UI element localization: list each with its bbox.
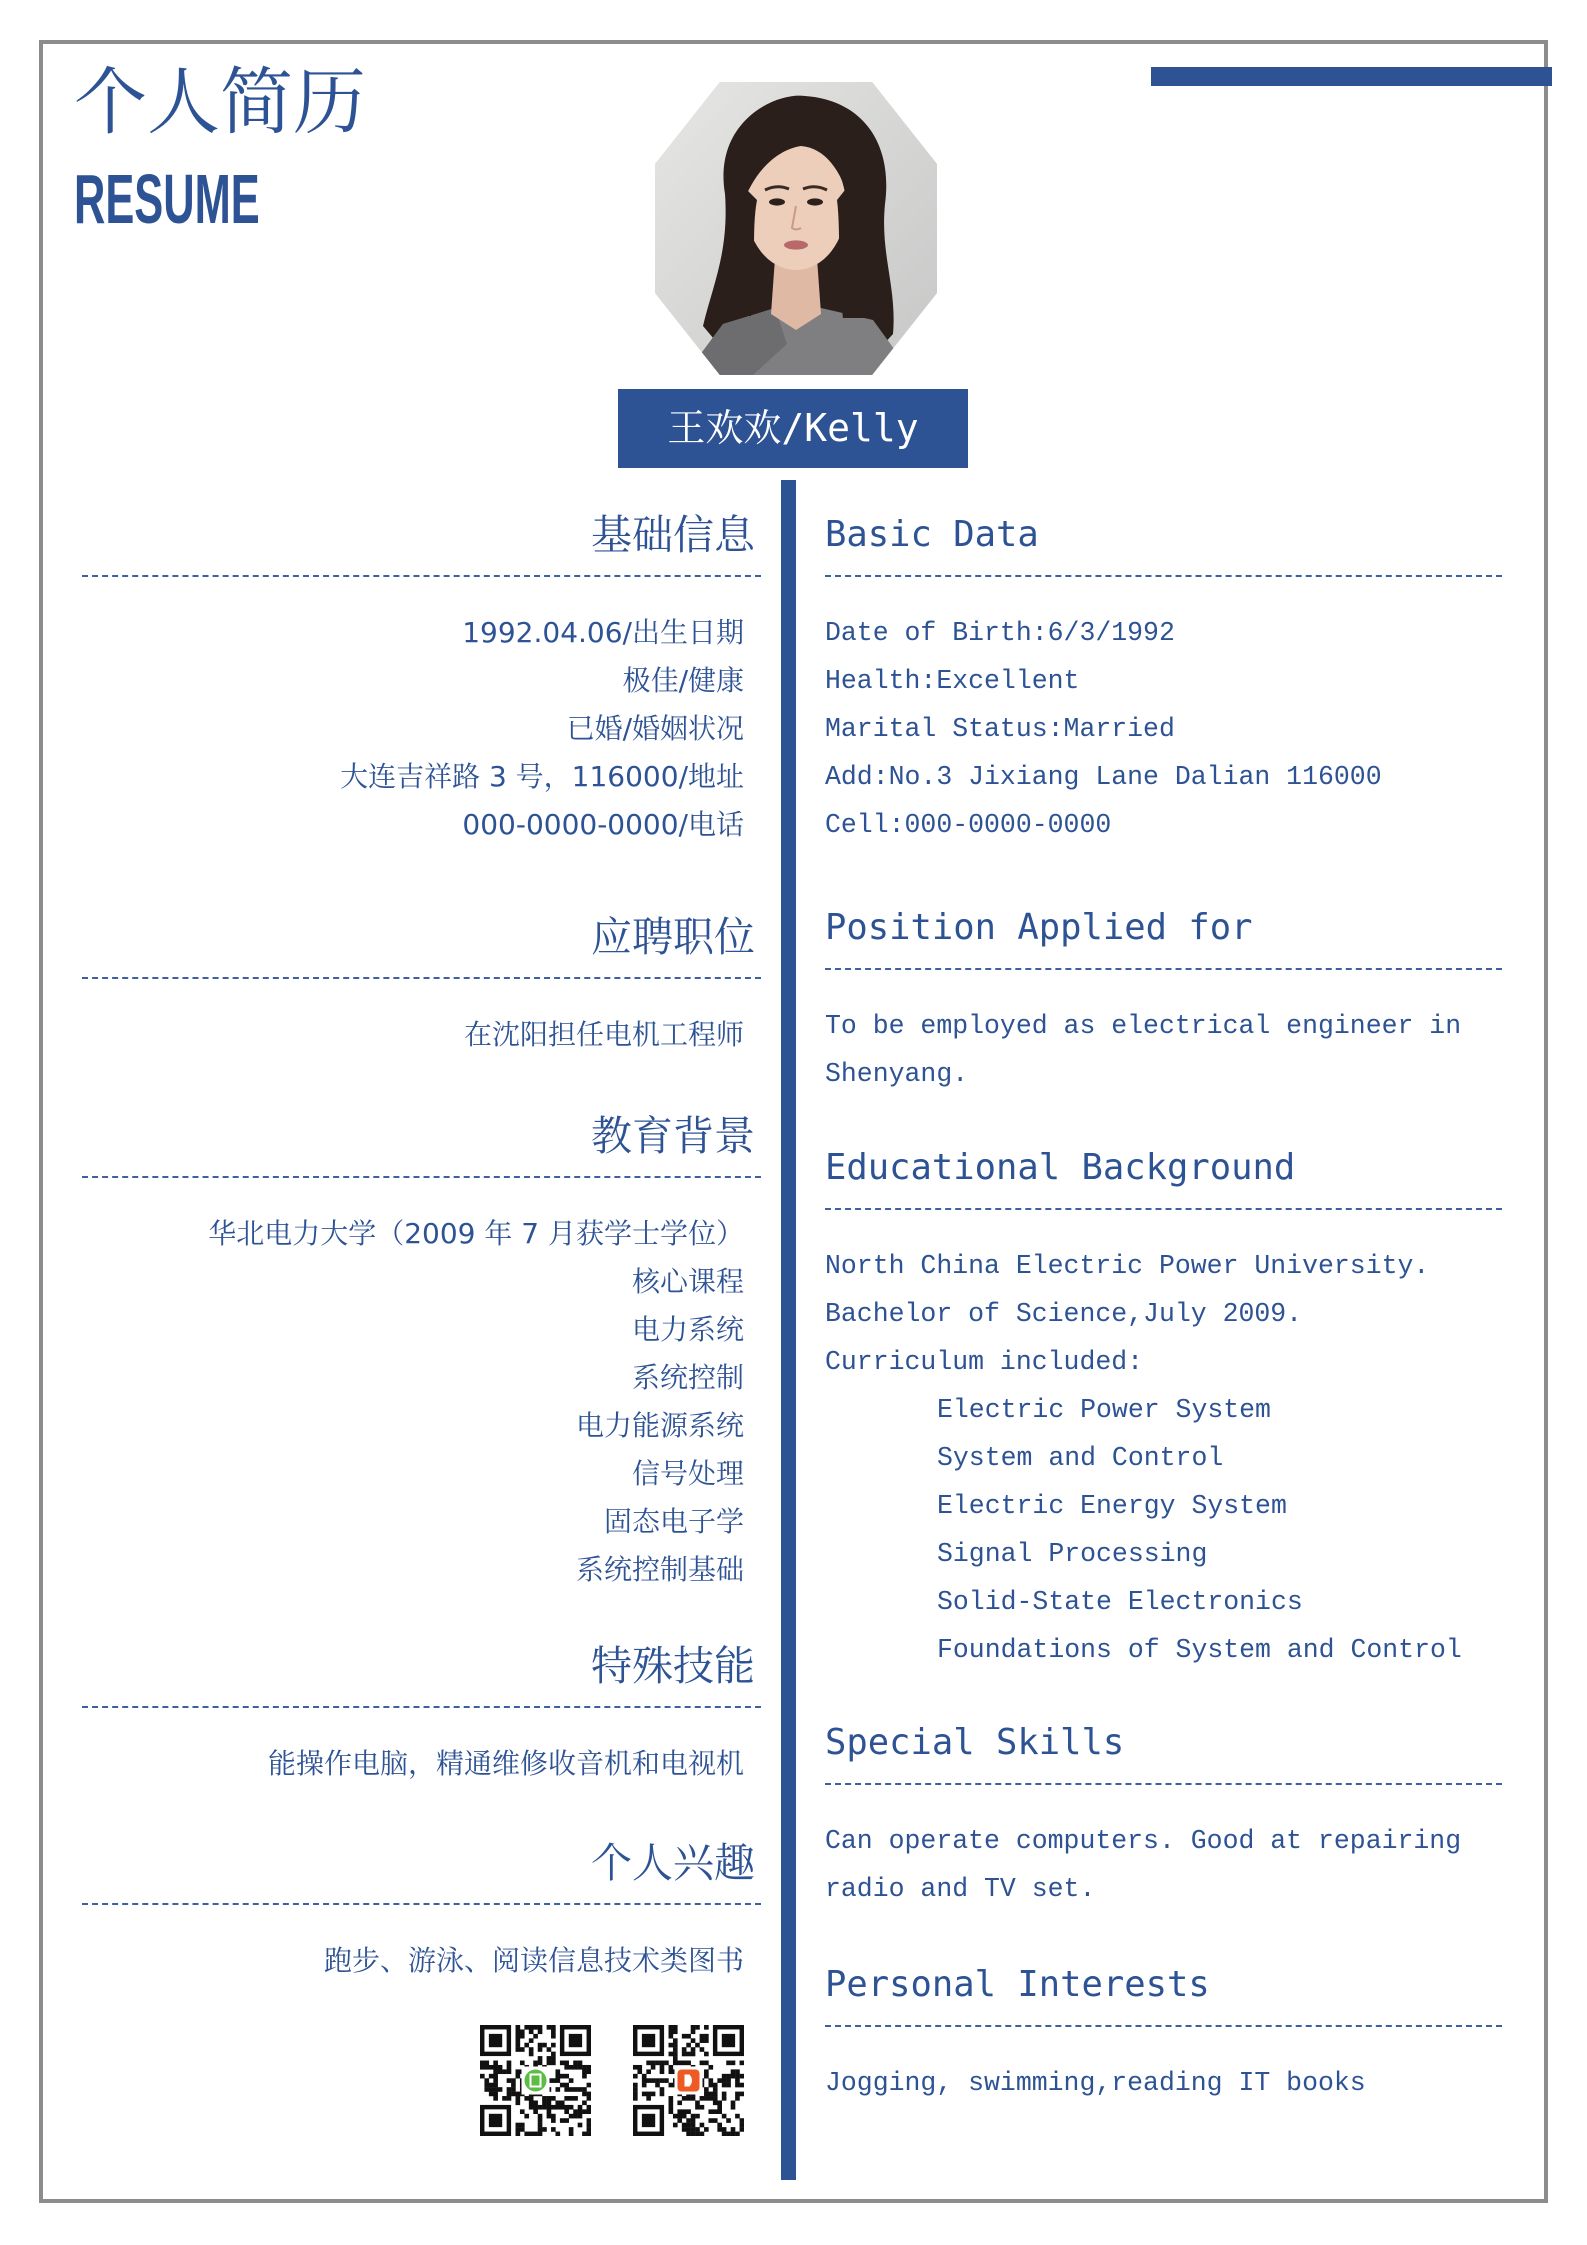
dashed-divider [825, 1208, 1502, 1210]
education-line: 电力系统 [631, 1313, 744, 1346]
section-heading: Basic Data [825, 514, 1039, 555]
dashed-divider [82, 1176, 761, 1178]
dashed-divider [82, 977, 761, 979]
skills-line: 能操作电脑，精通维修收音机和电视机 [267, 1747, 744, 1780]
education-line: North China Electric Power University. [825, 1251, 1430, 1281]
education-line: 系统控制基础 [575, 1553, 744, 1586]
position-line: 在沈阳担任电机工程师 [463, 1018, 744, 1051]
basic-info-line: Marital Status:Married [825, 714, 1175, 744]
dashed-divider [825, 575, 1502, 577]
section-heading: 应聘职位 [591, 913, 755, 961]
position-line: To be employed as electrical engineer in [825, 1011, 1462, 1041]
basic-info-line: Health:Excellent [825, 666, 1080, 696]
basic-info-line: 极佳/健康 [622, 664, 744, 697]
section-heading: Educational Background [825, 1147, 1296, 1188]
section-heading: Special Skills [825, 1722, 1125, 1763]
interests-section-cn [82, 1839, 761, 1985]
section-heading: 个人兴趣 [591, 1839, 755, 1887]
basic-info-section-cn [82, 511, 761, 849]
interests-line: Jogging, swimming,reading IT books [825, 2068, 1366, 2098]
dashed-divider [82, 1706, 761, 1708]
course-item: Foundations of System and Control [937, 1635, 1462, 1665]
candidate-name: 王欢欢/Kelly [667, 406, 919, 450]
education-line: 系统控制 [631, 1361, 744, 1394]
section-heading: 基础信息 [591, 511, 755, 559]
basic-info-line: 已婚/婚姻状况 [566, 712, 744, 745]
skills-line: radio and TV set. [825, 1874, 1096, 1904]
dashed-divider [825, 968, 1502, 970]
skills-section-cn [82, 1642, 761, 1788]
basic-info-line: Date of Birth:6/3/1992 [825, 618, 1175, 648]
dashed-divider [825, 2025, 1502, 2027]
interests-line: 跑步、游泳、阅读信息技术类图书 [323, 1944, 744, 1977]
section-heading: 特殊技能 [591, 1642, 755, 1690]
education-line: 固态电子学 [603, 1505, 744, 1538]
education-section-cn [82, 1112, 761, 1594]
qr-code [480, 2025, 591, 2136]
education-line: 核心课程 [631, 1265, 744, 1298]
page-title-cn: 个人简历 [74, 60, 366, 145]
course-item: Electric Power System [937, 1395, 1271, 1425]
skills-section-en [825, 1719, 1502, 1913]
basic-info-section-en [825, 511, 1502, 849]
course-item: Solid-State Electronics [937, 1587, 1303, 1617]
interests-section-en [825, 1961, 1502, 2107]
position-line: Shenyang. [825, 1059, 969, 1089]
position-section-en [825, 904, 1502, 1098]
course-item: Electric Energy System [937, 1491, 1287, 1521]
dashed-divider [82, 575, 761, 577]
course-item: Signal Processing [937, 1539, 1208, 1569]
section-heading: Personal Interests [825, 1964, 1210, 2005]
name-badge [618, 389, 968, 468]
course-item: System and Control [937, 1443, 1224, 1473]
education-line: 华北电力大学（2009 年 7 月获学士学位） [208, 1217, 744, 1250]
dashed-divider [82, 1903, 761, 1905]
education-section-en [825, 1144, 1502, 1674]
skills-line: Can operate computers. Good at repairing [825, 1826, 1462, 1856]
basic-info-line: 大连吉祥路 3 号，116000/地址 [340, 760, 744, 793]
education-line: Bachelor of Science,July 2009. [825, 1299, 1303, 1329]
center-divider [781, 480, 796, 2180]
qr-logo-icon [525, 2070, 547, 2092]
basic-info-line: Add:No.3 Jixiang Lane Dalian 116000 [825, 762, 1382, 792]
position-section-cn [82, 913, 761, 1059]
page-title-en: RESUME [74, 160, 260, 238]
education-line: Curriculum included: [825, 1347, 1144, 1377]
basic-info-line: 000-0000-0000/电话 [462, 808, 744, 841]
section-heading: 教育背景 [591, 1112, 755, 1160]
section-heading: Position Applied for [825, 907, 1253, 948]
education-line: 信号处理 [631, 1457, 744, 1490]
education-line: 电力能源系统 [575, 1409, 744, 1442]
profile-photo [655, 82, 937, 375]
basic-info-line: Cell:000-0000-0000 [825, 810, 1112, 840]
qr-code [633, 2025, 744, 2136]
dashed-divider [825, 1783, 1502, 1785]
accent-bar [1151, 67, 1552, 86]
basic-info-line: 1992.04.06/出生日期 [462, 616, 744, 649]
